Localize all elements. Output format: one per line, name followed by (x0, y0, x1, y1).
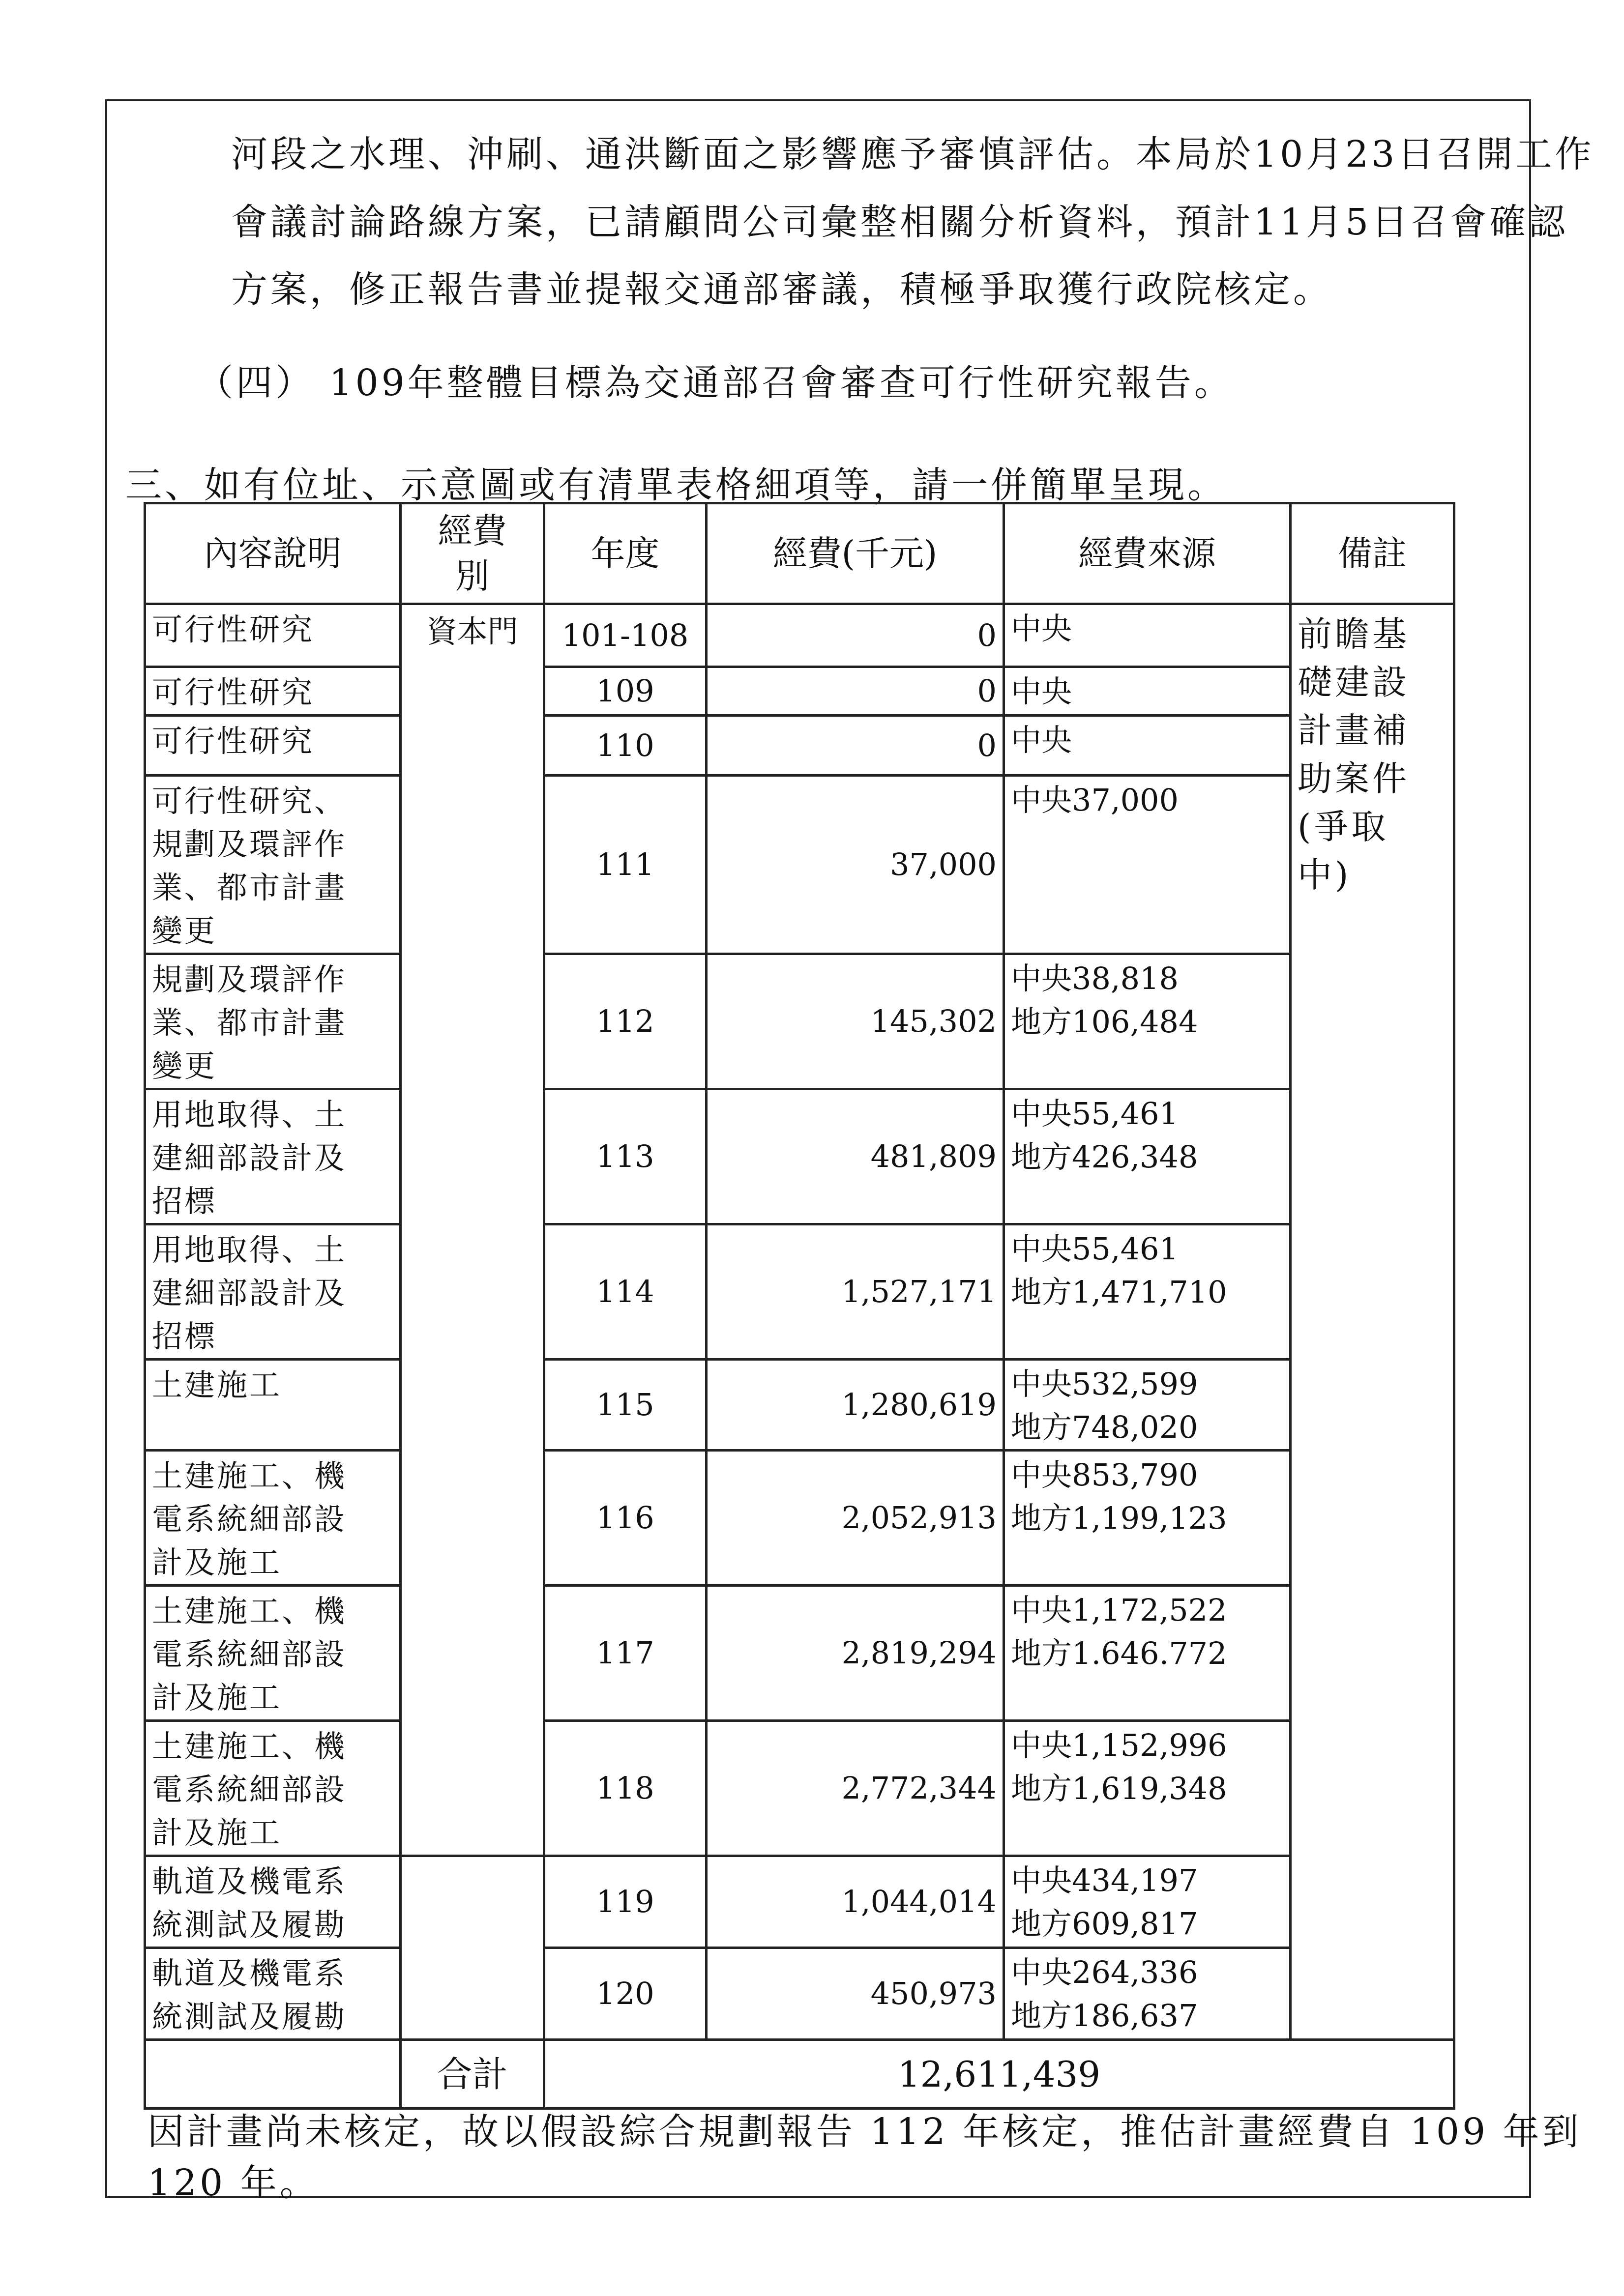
paragraph-line-1: 河段之水理、沖刷、通洪斷面之影響應予審慎評估。本局於10月23日召開工作 (231, 133, 1594, 175)
table-row (145, 1360, 1454, 1451)
source-cell: 中央 (1004, 667, 1291, 716)
year-cell: 113 (544, 1089, 707, 1224)
table-row (145, 716, 1454, 776)
header-amount: 經費(千元) (707, 503, 1004, 604)
table-row (145, 1224, 1454, 1360)
header-description: 內容說明 (145, 503, 401, 604)
source-cell: 中央55,461 地方426,348 (1004, 1089, 1291, 1224)
year-cell: 118 (544, 1721, 707, 1856)
year-cell: 115 (544, 1360, 707, 1451)
source-cell: 中央264,336 地方186,637 (1004, 1948, 1291, 2040)
paragraph-line-2: 會議討論路線方案，已請顧問公司彙整相關分析資料，預計11月5日召會確認 (231, 201, 1568, 243)
year-cell: 109 (544, 667, 707, 716)
description-cell: 軌道及機電系 統測試及履勘 (145, 1948, 401, 2040)
description-cell: 可行性研究 (145, 604, 401, 667)
year-cell: 110 (544, 716, 707, 776)
item-four: （四） 109年整體目標為交通部召會審查可行性研究報告。 (197, 362, 1234, 404)
description-cell: 土建施工、機 電系統細部設 計及施工 (145, 1586, 401, 1721)
description-cell: 用地取得、土 建細部設計及 招標 (145, 1089, 401, 1224)
year-cell: 112 (544, 954, 707, 1089)
table-header-row (145, 503, 1454, 604)
year-cell: 120 (544, 1948, 707, 2040)
source-cell: 中央434,197 地方609,817 (1004, 1856, 1291, 1948)
source-cell: 中央853,790 地方1,199,123 (1004, 1451, 1291, 1586)
budget-table (144, 502, 1455, 2110)
source-cell: 中央38,818 地方106,484 (1004, 954, 1291, 1089)
description-cell: 規劃及環評作 業、都市計畫 變更 (145, 954, 401, 1089)
year-cell: 117 (544, 1586, 707, 1721)
table-row (145, 776, 1454, 954)
amount-cell: 0 (707, 604, 1004, 667)
amount-cell: 2,052,913 (707, 1451, 1004, 1586)
amount-cell: 2,772,344 (707, 1721, 1004, 1856)
amount-cell: 450,973 (707, 1948, 1004, 2040)
footer-line-1: 因計畫尚未核定，故以假設綜合規劃報告 112 年核定，推估計畫經費自 109 年到 (148, 2111, 1582, 2153)
amount-cell: 1,044,014 (707, 1856, 1004, 1948)
total-label: 合計 (401, 2040, 544, 2109)
note-cell: 前瞻基 礎建設 計畫補 助案件 (爭取 中) (1291, 604, 1454, 2040)
total-empty-cell (145, 2040, 401, 2109)
amount-cell: 145,302 (707, 954, 1004, 1089)
category-cell: 資本門 (401, 604, 544, 1856)
description-cell: 土建施工 (145, 1360, 401, 1451)
source-cell: 中央1,152,996 地方1,619,348 (1004, 1721, 1291, 1856)
source-cell: 中央55,461 地方1,471,710 (1004, 1224, 1291, 1360)
section-three-heading: 三、如有位址、示意圖或有清單表格細項等，請一併簡單呈現。 (125, 464, 1227, 506)
paragraph-line-3: 方案，修正報告書並提報交通部審議，積極爭取獲行政院核定。 (231, 268, 1332, 311)
table-row (145, 1856, 1454, 1948)
description-cell: 可行性研究 (145, 716, 401, 776)
table-row (145, 1451, 1454, 1586)
description-cell: 可行性研究 (145, 667, 401, 716)
amount-cell: 1,280,619 (707, 1360, 1004, 1451)
source-cell: 中央532,599 地方748,020 (1004, 1360, 1291, 1451)
table-row (145, 667, 1454, 716)
amount-cell: 0 (707, 667, 1004, 716)
amount-cell: 2,819,294 (707, 1586, 1004, 1721)
amount-cell: 481,809 (707, 1089, 1004, 1224)
year-cell: 101-108 (544, 604, 707, 667)
description-cell: 用地取得、土 建細部設計及 招標 (145, 1224, 401, 1360)
description-cell: 土建施工、機 電系統細部設 計及施工 (145, 1451, 401, 1586)
table-row (145, 604, 1454, 667)
header-category: 經費 別 (401, 503, 544, 604)
table-row (145, 1721, 1454, 1856)
header-year: 年度 (544, 503, 707, 604)
header-source: 經費來源 (1004, 503, 1291, 604)
year-cell: 116 (544, 1451, 707, 1586)
header-note: 備註 (1291, 503, 1454, 604)
table-row (145, 1586, 1454, 1721)
source-cell: 中央1,172,522 地方1.646.772 (1004, 1586, 1291, 1721)
table-row (145, 1089, 1454, 1224)
year-cell: 111 (544, 776, 707, 954)
amount-cell: 37,000 (707, 776, 1004, 954)
source-cell: 中央37,000 (1004, 776, 1291, 954)
category-empty-cell (401, 1856, 544, 2040)
total-row (145, 2040, 1454, 2109)
footer-line-2: 120 年。 (148, 2162, 319, 2204)
year-cell: 114 (544, 1224, 707, 1360)
table-row (145, 954, 1454, 1089)
source-cell: 中央 (1004, 716, 1291, 776)
description-cell: 可行性研究、 規劃及環評作 業、都市計畫 變更 (145, 776, 401, 954)
total-value: 12,611,439 (544, 2040, 1454, 2109)
source-cell: 中央 (1004, 604, 1291, 667)
description-cell: 土建施工、機 電系統細部設 計及施工 (145, 1721, 401, 1856)
table-row (145, 1948, 1454, 2040)
year-cell: 119 (544, 1856, 707, 1948)
amount-cell: 1,527,171 (707, 1224, 1004, 1360)
amount-cell: 0 (707, 716, 1004, 776)
description-cell: 軌道及機電系 統測試及履勘 (145, 1856, 401, 1948)
